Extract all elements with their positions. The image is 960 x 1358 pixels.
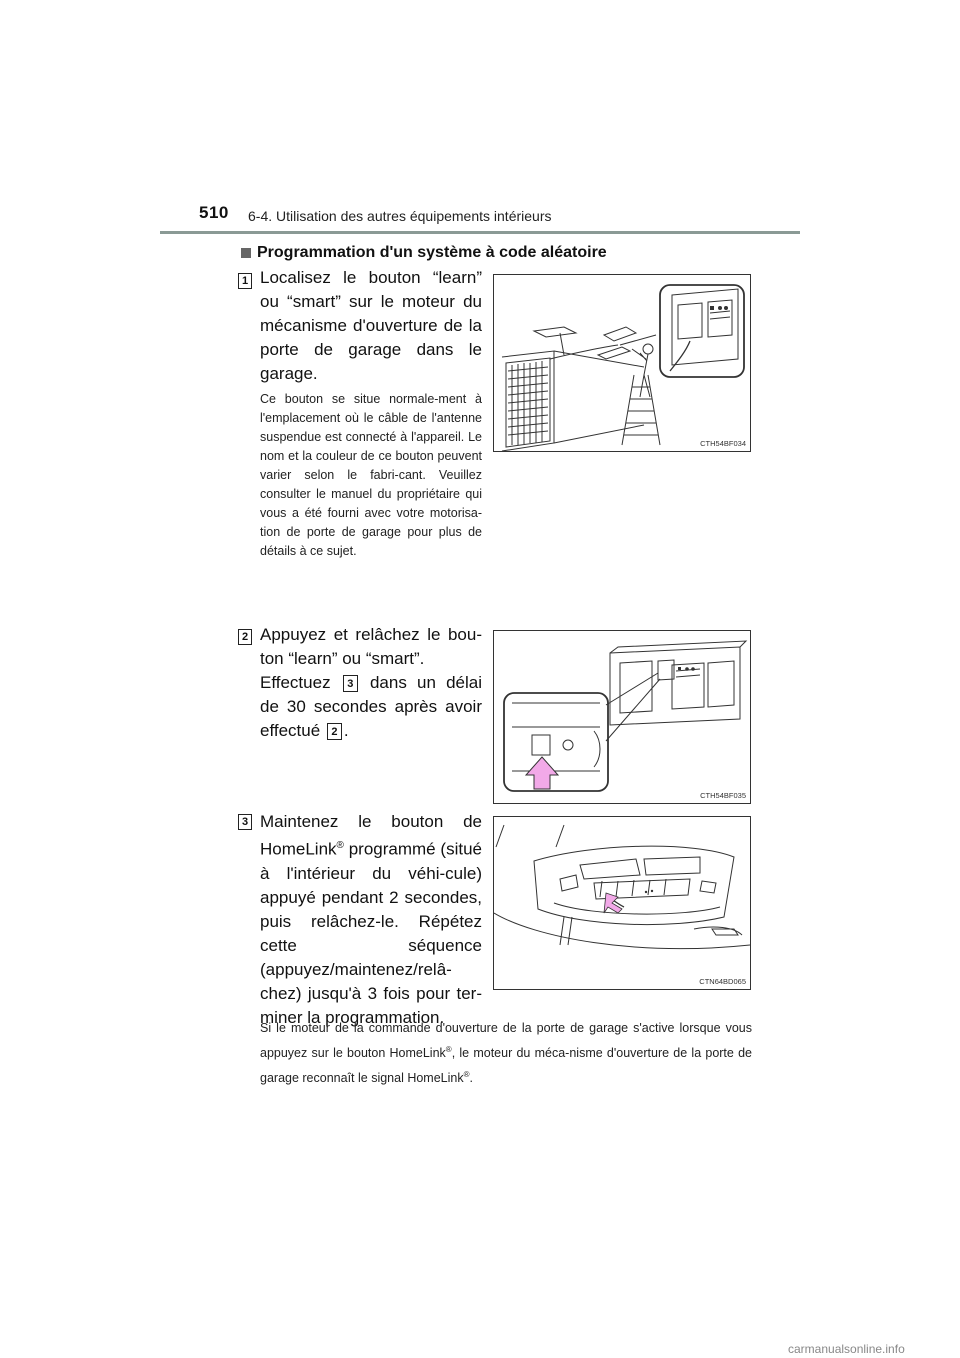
garage-opener-illustration <box>493 274 751 452</box>
registered-mark: ® <box>336 840 344 851</box>
step-2-line-2 <box>260 671 482 743</box>
header-divider <box>160 231 800 234</box>
figure-code: CTN64BD065 <box>699 977 746 986</box>
step-2-instruction <box>260 623 482 743</box>
step-2-line-1: Appuyez et relâchez le bou-ton “learn” ou “smart”. <box>260 625 482 668</box>
figure-code: CTH54BF034 <box>700 439 746 448</box>
note-text-2: , le moteur du méca-nisme d'ouverture de la porte de garage reconnaît le signal HomeLink <box>260 1046 752 1086</box>
step-1-instruction: Localisez le bouton “learn” ou “smart” sur le moteur du mécanisme d'ouverture de la porte de garage dans le garage. <box>260 268 482 383</box>
learn-button-illustration <box>493 630 751 804</box>
homelink-note <box>260 1018 752 1089</box>
section-title-text: Programmation d'un système à code aléatoire <box>257 244 607 261</box>
registered-mark: ® <box>445 1045 452 1054</box>
step-3-instruction <box>260 810 482 1030</box>
step-3-text-a: Maintenez le bouton de HomeLink <box>260 812 482 859</box>
step-reference-badge: 2 <box>327 723 342 740</box>
overhead-console-icon <box>494 817 750 989</box>
registered-mark: ® <box>463 1070 470 1080</box>
opener-unit-icon <box>494 631 750 803</box>
page-number: 510 <box>199 203 229 222</box>
step-2-text-b: dans un délai de 30 secondes après avoir effectué <box>260 673 482 740</box>
step-reference-badge: 3 <box>343 675 358 692</box>
chapter-title: 6-4. Utilisation des autres équipements intérieurs <box>248 208 552 224</box>
step-number-badge: 3 <box>238 814 252 830</box>
square-bullet-icon <box>241 248 251 258</box>
step-1-detail: Ce bouton se situe normale-ment à l'emplacement où le câble de l'antenne suspendue est connecté à l'appareil. Le nom et la couleur de ce bouton peuvent varier selon le fabri-cant. Veuillez consulter le manuel du propriétaire qui vous a été fourni avec votre motorisa-tion de porte de garage pour plus de détails à ce sujet. <box>260 392 482 558</box>
step-number-badge: 2 <box>238 629 252 645</box>
step-2-text-a: Effectuez <box>260 673 331 692</box>
homelink-console-illustration <box>493 816 751 990</box>
figure-code: CTH54BF035 <box>700 791 746 800</box>
note-text-1: Si le moteur de la commande d'ouverture de la porte de garage s'active lorsque vous appuyez sur le bouton HomeLink <box>260 1021 752 1061</box>
step-number-badge: 1 <box>238 273 252 289</box>
step-3-text-b: programmé (situé à l'intérieur du véhi-cule) appuyé pendant 2 secondes, puis relâchez-le. Répétez cette séquence (appuyez/maintenez/relâ-chez) jusqu'à 3 fois pour ter-miner la programmation. <box>260 839 482 1027</box>
section-title <box>241 244 607 262</box>
garage-ceiling-icon <box>494 275 750 451</box>
watermark-link[interactable]: carmanualsonline.info <box>788 1342 905 1356</box>
step-2-text-end: . <box>343 721 349 740</box>
note-text-3: . <box>469 1071 473 1086</box>
